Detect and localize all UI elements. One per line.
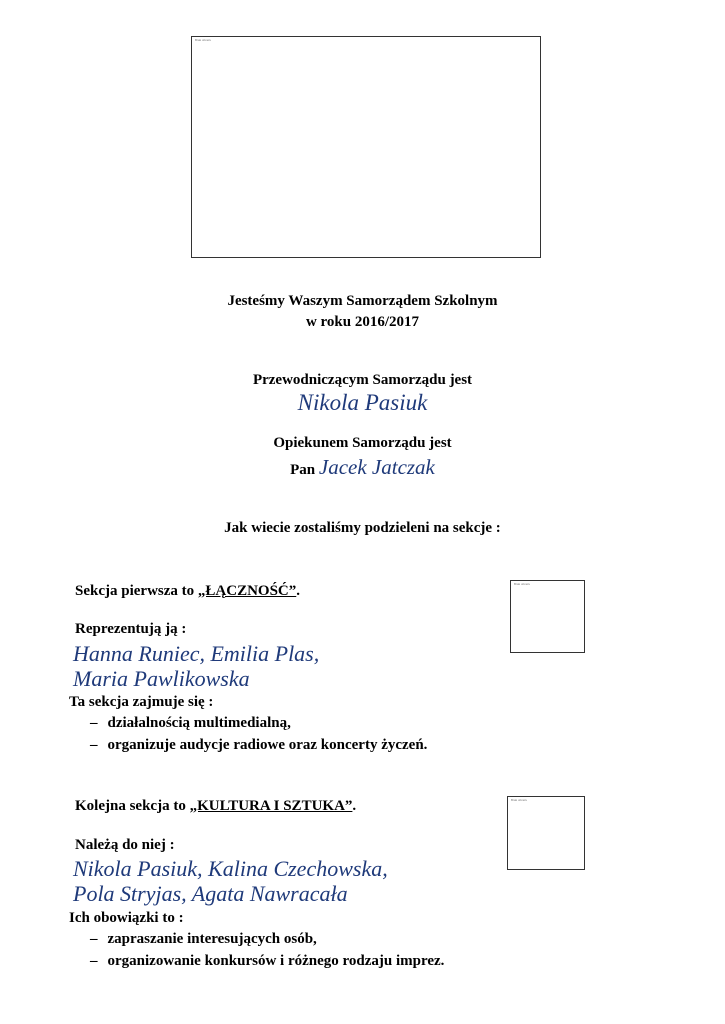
guardian-name: Jacek Jatczak xyxy=(318,455,435,479)
guardian-prefix: Pan xyxy=(290,462,316,478)
section2-image-caption: Brak obrazu xyxy=(511,798,528,802)
section2-image-frame xyxy=(507,796,585,870)
section2-heading-name: „KULTURA I SZTUKA” xyxy=(189,798,353,814)
bullet-dash: – xyxy=(90,737,98,753)
section1-duty-2 xyxy=(90,737,427,754)
section2-duty-2 xyxy=(90,953,444,970)
section1-heading-suffix: . xyxy=(296,583,301,599)
bullet-dash: – xyxy=(90,715,98,731)
section1-heading-prefix: Sekcja pierwsza to xyxy=(75,583,198,599)
section1-members-line-1: Hanna Runiec, Emilia Plas, xyxy=(73,641,320,666)
sections-intro: Jak wiecie zostaliśmy podzieleni na sekcje : xyxy=(224,520,501,536)
intro-line-1: Jesteśmy Waszym Samorządem Szkolnym xyxy=(227,293,498,309)
section1-duties-label: Ta sekcja zajmuje się : xyxy=(69,694,214,710)
section1-duty-2-text: organizuje audycje radiowe oraz koncerty życzeń. xyxy=(107,737,428,753)
bullet-dash: – xyxy=(90,953,98,969)
section1-duty-1 xyxy=(90,715,291,732)
section1-duty-1-text: działalnością multimedialną, xyxy=(107,715,291,731)
section2-duties-label: Ich obowiązki to : xyxy=(69,910,184,926)
section2-duty-1 xyxy=(90,931,317,948)
section2-members-label: Należą do niej : xyxy=(75,837,175,853)
section1-image-caption: Brak obrazu xyxy=(514,582,531,586)
bullet-dash: – xyxy=(90,931,98,947)
president-name: Nikola Pasiuk xyxy=(297,390,428,415)
guardian-label: Opiekunem Samorządu jest xyxy=(273,435,452,451)
top-image-frame xyxy=(191,36,541,258)
section2-heading-prefix: Kolejna sekcja to xyxy=(75,798,190,814)
section1-image-frame xyxy=(510,580,585,653)
section2-heading xyxy=(75,798,356,815)
section1-heading xyxy=(75,583,300,600)
section2-heading-suffix: . xyxy=(352,798,357,814)
section2-members-line-2: Pola Stryjas, Agata Nawracała xyxy=(73,881,348,906)
section2-members-line-1: Nikola Pasiuk, Kalina Czechowska, xyxy=(73,856,388,881)
section1-members-label: Reprezentują ją : xyxy=(75,621,187,637)
section2-duty-1-text: zapraszanie interesujących osób, xyxy=(107,931,317,947)
section1-members-line-2: Maria Pawlikowska xyxy=(73,666,250,691)
section1-heading-name: „ŁĄCZNOŚĆ” xyxy=(197,583,297,599)
top-image-caption: Brak obrazu xyxy=(195,38,212,42)
president-label: Przewodniczącym Samorządu jest xyxy=(252,372,473,388)
section2-duty-2-text: organizowanie konkursów i różnego rodzaju imprez. xyxy=(107,953,445,969)
intro-line-2: w roku 2016/2017 xyxy=(305,314,420,330)
guardian-line xyxy=(0,455,725,480)
